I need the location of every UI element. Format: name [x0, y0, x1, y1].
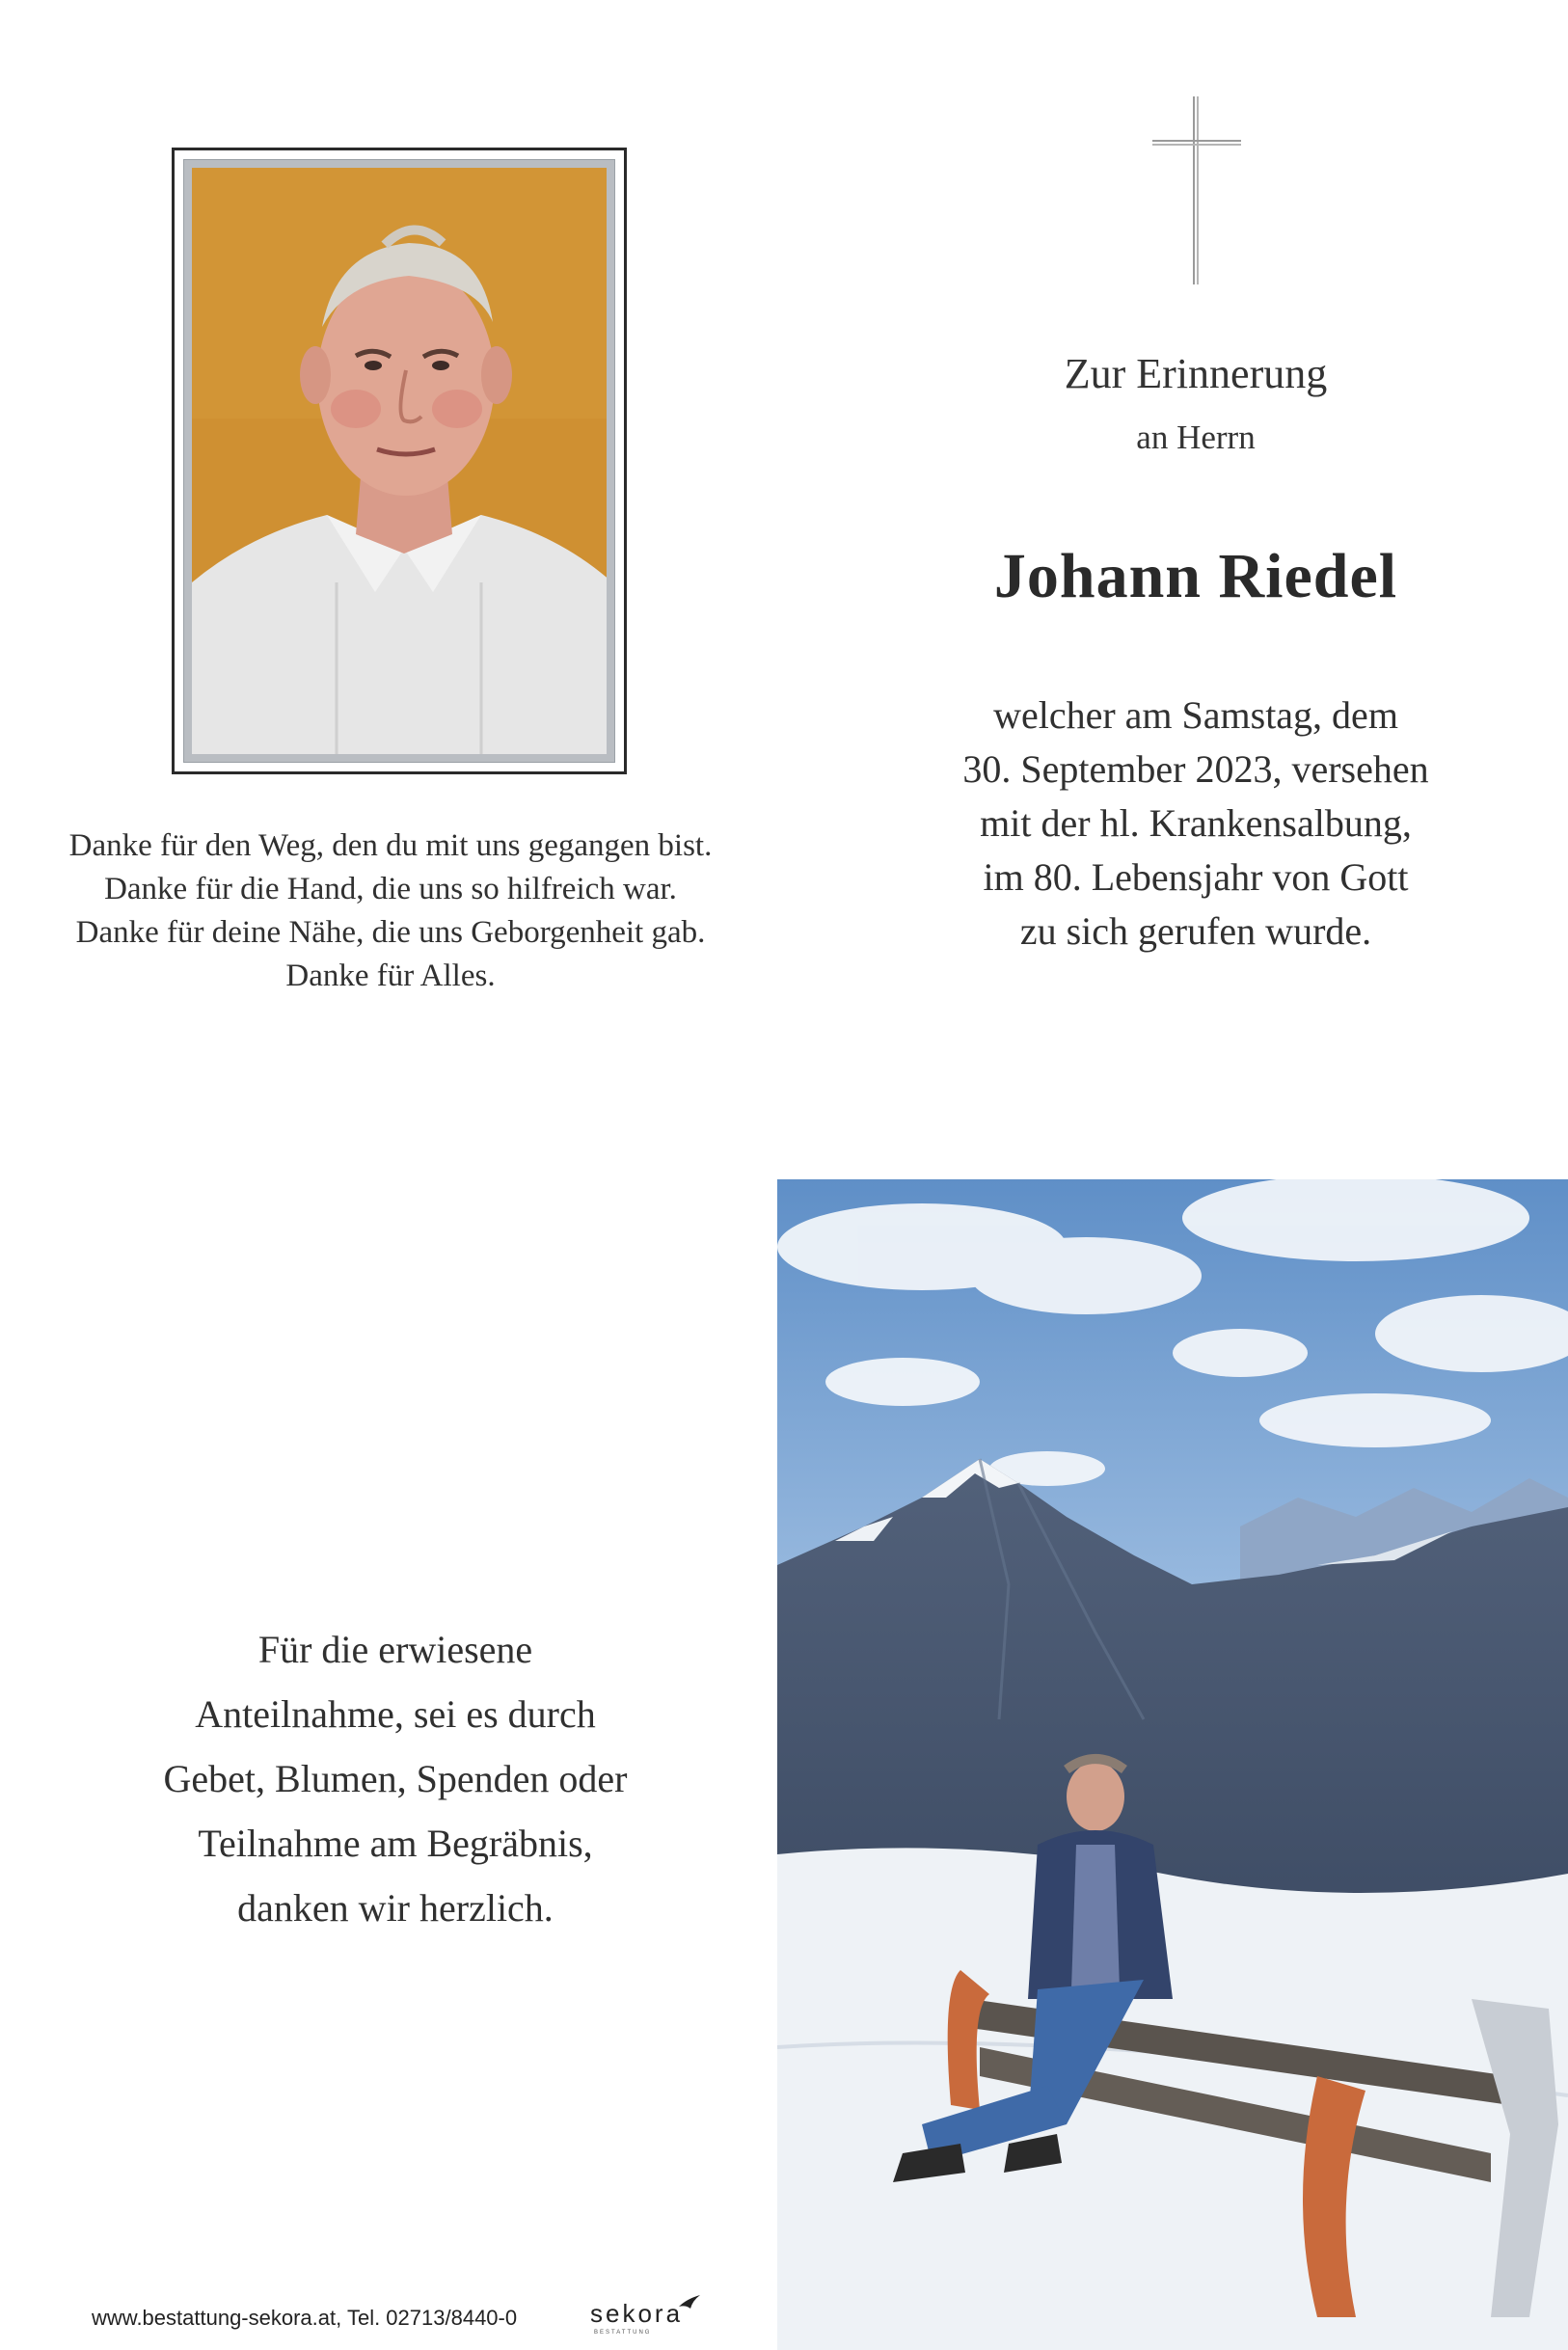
portrait-frame — [172, 148, 627, 774]
notice-line: mit der hl. Krankensalbung, — [980, 801, 1412, 845]
verse-line: Danke für Alles. — [285, 959, 496, 993]
memorial-title: Zur Erinnerung — [1064, 350, 1328, 397]
thanks-block — [106, 1617, 685, 1940]
verse-line: Danke für die Hand, die uns so hilfreich war. — [104, 872, 677, 906]
verse-line: Danke für deine Nähe, die uns Geborgenheit gab. — [75, 915, 706, 950]
portrait-mat — [183, 159, 615, 763]
thanks-line: Für die erwiesene — [257, 1628, 533, 1671]
gratitude-verse — [39, 824, 743, 998]
footer-contact: www.bestattung-sekora.at, Tel. 02713/8440-0 — [92, 2306, 518, 2330]
notice-line: im 80. Lebensjahr von Gott — [983, 855, 1409, 899]
portrait-illustration — [192, 168, 607, 754]
footer-logo: sekora — [590, 2299, 684, 2328]
death-notice — [926, 689, 1466, 959]
mountain-illustration — [777, 1179, 1568, 2350]
memorial-subtitle: an Herrn — [1136, 419, 1256, 456]
portrait-photo — [192, 168, 607, 754]
verse-line: Danke für den Weg, den du mit uns gegangen bist. — [68, 828, 713, 863]
notice-line: welcher am Samstag, dem — [993, 693, 1398, 737]
notice-line: zu sich gerufen wurde. — [1019, 909, 1372, 953]
deceased-name: Johann Riedel — [993, 541, 1398, 611]
footer-logo-sub: BESTATTUNG — [594, 2330, 652, 2336]
dove-icon — [677, 2293, 702, 2310]
thanks-line: danken wir herzlich. — [237, 1886, 554, 1930]
thanks-line: Anteilnahme, sei es durch — [195, 1692, 596, 1736]
cross-icon — [1152, 96, 1241, 284]
mountain-photo — [777, 1179, 1568, 2350]
notice-line: 30. September 2023, versehen — [962, 747, 1429, 791]
thanks-line: Teilnahme am Begräbnis, — [198, 1822, 593, 1865]
thanks-line: Gebet, Blumen, Spenden oder — [163, 1757, 628, 1800]
